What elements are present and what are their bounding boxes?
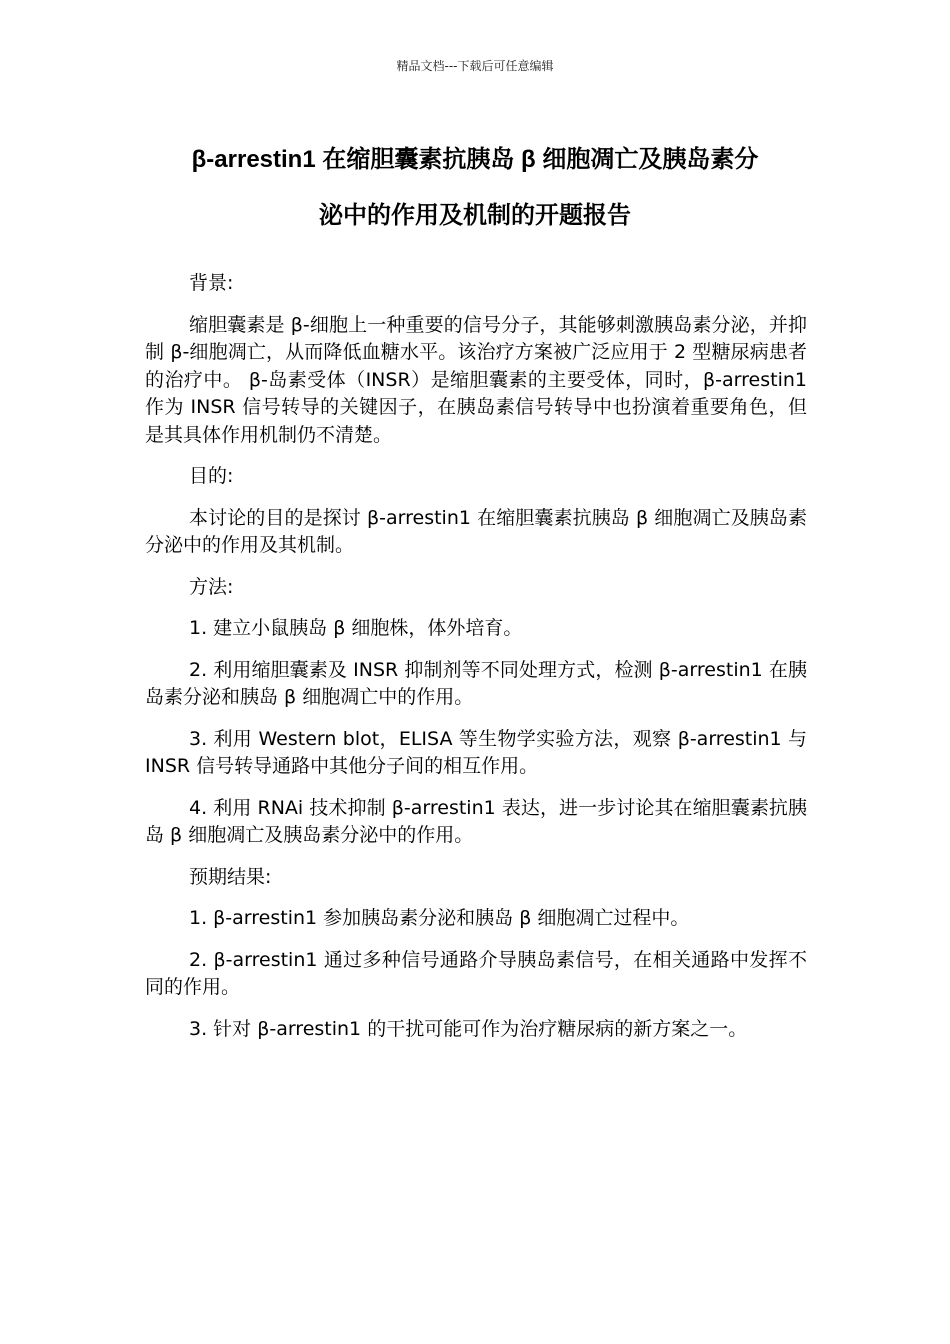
document-body: [145, 270, 807, 1057]
background-paragraph: 缩胆囊素是 β-细胞上一种重要的信号分子，其能够刺激胰岛素分泌，并抑制 β-细胞凋亡，从而降低血糖水平。该治疗方案被广泛应用于 2 型糖尿病患者的治疗中。 β-岛素受体（INSR）是缩胆囊素的主要受体，同时，β-arrestin1 作为 INSR 信号转导的关键因子，在胰岛素信号转导中也扮演着重要角色，但是其具体作用机制仍不清楚。: [145, 313, 807, 446]
method-item: 2. 利用缩胆囊素及 INSR 抑制剂等不同处理方式，检测 β-arrestin1 在胰岛素分泌和胰岛 β 细胞凋亡中的作用。: [145, 658, 807, 708]
title-line: β-arrestin1 在缩胆囊素抗胰岛 β 细胞凋亡及胰岛素分: [191, 146, 759, 173]
document-title: [145, 132, 805, 244]
method-item: 1. 建立小鼠胰岛 β 细胞株，体外培育。: [189, 617, 523, 639]
method-item: 4. 利用 RNAi 技术抑制 β-arrestin1 表达，进一步讨论其在缩胆囊素抗胰岛 β 细胞凋亡及胰岛素分泌中的作用。: [145, 796, 807, 846]
header-note: 精品文档---下载后可任意编辑: [396, 59, 554, 73]
result-item: 3. 针对 β-arrestin1 的干扰可能可作为治疗糖尿病的新方案之一。: [189, 1017, 748, 1040]
section-heading-objective: 目的:: [189, 465, 234, 487]
result-item: 1. β-arrestin1 参加胰岛素分泌和胰岛 β 细胞凋亡过程中。: [189, 907, 690, 929]
method-item: 3. 利用 Western blot，ELISA 等生物学实验方法，观察 β-arrestin1 与 INSR 信号转导通路中其他分子间的相互作用。: [145, 727, 807, 777]
section-heading-background: 背景:: [189, 272, 234, 294]
section-heading-expected-results: 预期结果:: [189, 865, 272, 888]
section-heading-methods: 方法:: [189, 575, 234, 598]
objective-paragraph: 本讨论的目的是探讨 β-arrestin1 在缩胆囊素抗胰岛 β 细胞凋亡及胰岛素分泌中的作用及其机制。: [145, 506, 807, 556]
title-line: 泌中的作用及机制的开题报告: [319, 202, 631, 229]
result-item: 2. β-arrestin1 通过多种信号通路介导胰岛素信号，在相关通路中发挥不同的作用。: [145, 948, 807, 998]
